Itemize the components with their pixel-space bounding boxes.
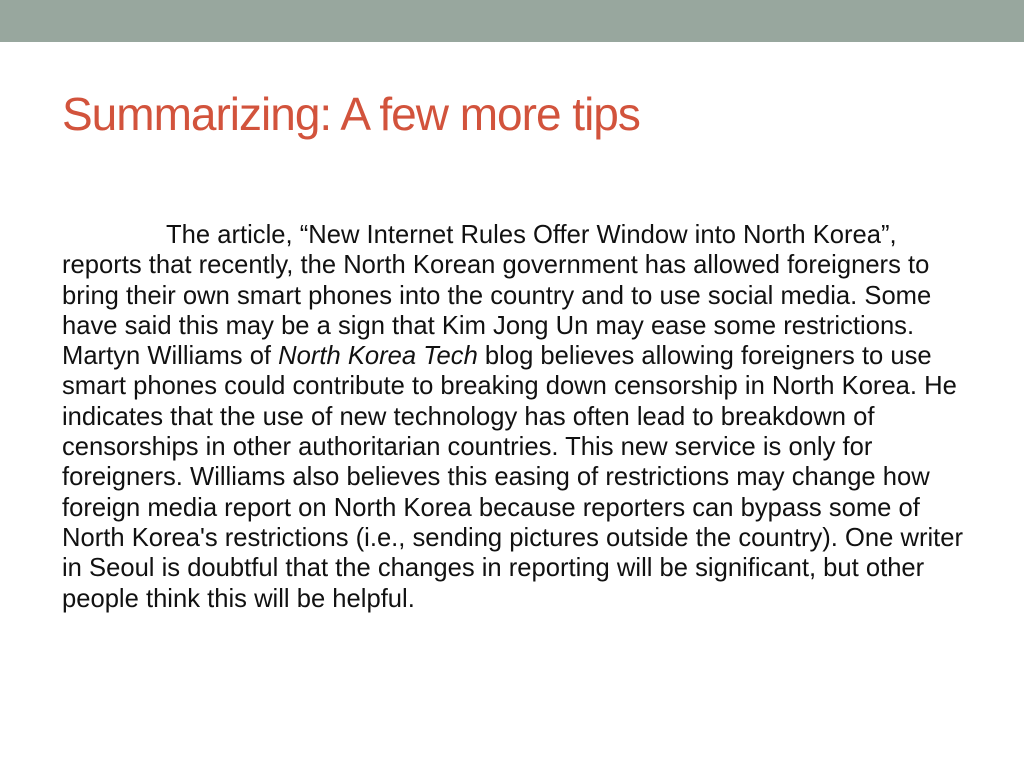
paragraph-text-part1: The article, “New Internet Rules Offer Window into North Korea”, reports that recently, the North Korean government has allowed foreigners to bring their own smart phones into the country and to use social media. Some have said this may be a sign that Kim Jong Un may ease some restrictions. Martyn Williams of bbox=[62, 221, 932, 371]
body-paragraph bbox=[62, 220, 977, 614]
top-color-band bbox=[0, 0, 1024, 42]
publication-name: North Korea Tech bbox=[278, 342, 478, 371]
paragraph-text-part2: blog believes allowing foreigners to use smart phones could contribute to breaking down censorship in North Korea. He indicates that the use of new technology has often lead to breakdown of censorships in other authoritarian countries. This new service is only for foreigners. Williams also believes this easing of restrictions may change how foreign media report on North Korea because reporters can bypass some of North Korea's restrictions (i.e., sending pictures outside the country). One writer in Seoul is doubtful that the changes in reporting will be significant, but other people think this will be helpful. bbox=[62, 342, 964, 613]
slide-title: Summarizing: A few more tips bbox=[62, 88, 640, 140]
